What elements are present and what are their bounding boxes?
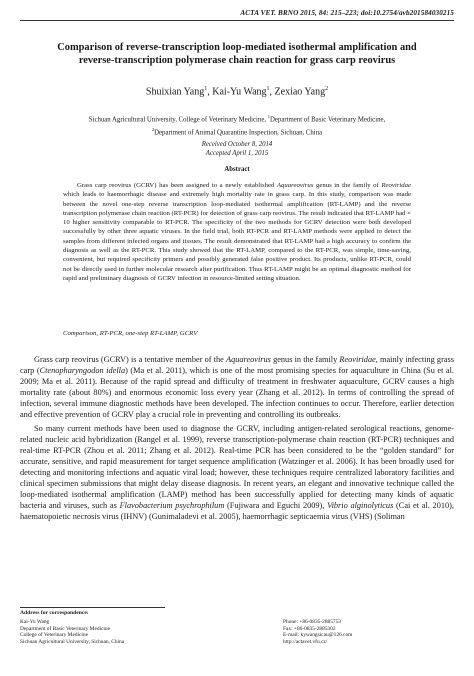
footnote-rule [20,607,165,608]
affiliation-institution: Sichuan Agricultural University, College of Veterinary Medicine, [88,116,268,124]
author-affil-marker: 1 [204,86,208,92]
text-run: , mainly infecting grass carp ( [20,355,454,376]
text-run: Grass carp reovirus (GCRV) has been assigned to a newly established [77,182,277,189]
author-name: Kai-Yu Wang [212,86,267,98]
correspondence-address [20,619,250,645]
publication-dates [20,140,454,159]
received-date: Received October 8, 2014 [201,141,273,148]
species-name: Vibrio alginolyticus [327,501,394,511]
address-line: Department of Basic Veterinary Medicine [20,625,111,632]
author-affil-marker: 1 [266,86,270,92]
correspondence-heading: Address for correspondence: [20,610,89,616]
affiliation-marker: 2 [151,126,155,132]
phone-line: Phone: +86-0835-2885753 [283,619,341,625]
family-name: Reoviridae [381,182,411,189]
title-line-1: Comparison of reverse-transcription loop-mediated isothermal amplification and [57,42,417,53]
affiliations [30,112,444,137]
correspondence-contact [283,619,453,645]
text-run: Grass carp reovirus (GCRV) is a tentative member of the [34,355,227,364]
body-text [20,354,454,522]
abstract-heading: Abstract [224,166,250,173]
genus-name: Aquareovirus [276,182,314,189]
genus-name: Aquareovirus [226,355,271,364]
affiliation-department: Department of Animal Quarantine Inspection, Sichuan, China [154,128,323,136]
paper-title [40,41,434,67]
address-line: Sichuan Agricultural University, Sichuan, China [20,638,125,645]
accepted-date: Accepted April 1, 2015 [205,150,269,158]
text-run: (Fujiwara and Eguchi 2009), [224,501,328,511]
title-line-2: reverse-transcription polymerase chain reaction for grass carp reovirus [78,55,396,66]
affiliation-marker: 1 [267,114,270,119]
website-line: http://actavet.vfu.cz/ [283,638,328,645]
email-line: E-mail: kywangsicau@126.com [283,632,353,638]
address-line: Kai-Yu Wang [20,619,50,625]
species-name: Flavobacterium psychrophilum [119,501,225,511]
author-affil-marker: 2 [325,86,329,92]
abstract-text [63,181,411,283]
affiliation-line-2 [30,125,444,138]
keywords: Comparison, RT-PCR, one-step RT-LAMP, GCRV [63,330,198,337]
header-rule [20,20,454,21]
fax-line: Fax: +86-0835-2885302 [283,625,336,632]
text-run: ) (Ma et al. 2011), which is one of the most promising species for aquaculture in China (Su et al. 2009; Ma et al. 2011). Because of the rapid spread and difficulty of treatment in freshwater aquaculture, GCRV causes a high mortality rate (about 80%) and enormous economic loss every year (Zhang et al. 2012). In terms of controlling the spread of infection, several immune diagnostic methods have been developed. The infection continues to occur. Therefore, earlier detection and effective prevention of GCRV play a crucial role in preventing and controlling its outbreaks. [20,366,454,420]
text-run: (Cai et al. 2010), haematopoietic necrosis virus (IHNV) (Gunimaladevi et al. 2005), haemorrhagic septicaemia virus (VHS) (Soliman [20,501,454,522]
address-line: College of Veterinary Medicine [20,632,89,638]
author-name: Zexiao Yang [274,86,326,98]
author-list: Shuixian Yang$^1$, Kai-Yu Wang$^1$, Zexiao Yang$^2$ [145,86,329,98]
body-paragraph-2 [20,423,454,523]
body-paragraph-1 [20,354,454,421]
author-name: Shuixian Yang [145,86,205,98]
journal-reference: ACTA VET. BRNO 2015, 84: 215–223; doi:10.2754/avb201584030215 [240,9,454,17]
text-run: which leads to haemorrhagic disease and extremely high mortality rate in grass carp. In this study, comparison was made between the novel one-step reverse transcription loop-mediated isothermal amplification (RT-LAMP) and the reverse transcription polymerase chain reaction (RT-PCR) for detection of grass carp reovirus. The result indicated that RT-LAMP had × 10 higher sensitivity comparable to RT-PCR. The specificity of the two methods for GCRV detection were both developed successfully by other three aquatic viruses. In the field trial, both RT-PCR and RT-LAMP methods were applied to detect the samples from different infected organs and tissues. The result demonstrated that RT-LAMP had a high accuracy to confirm the diagnosis as well as the RT-PCR. This study showed that the RT-LAMP, compared to the RT-PCR, was simple, time-saving, convenient, but required specificity primers and possibly generated false positive product. Its products, unlike RT-PCR, could not be directly used in further molecular research after purification. Thus RT-LAMP might be an optimal diagnostic method for rapid and preliminary diagnosis of GCRV infection in resource-limited setting situation. [63,191,411,282]
text-run: genus in the family of [313,182,382,189]
species-name: Ctenopharyngodon idella [39,366,126,376]
text-run: So many current methods have been used to diagnose the GCRV, including antigen-related serological reactions, genome-related nucleic acid hybridization (Rangel et al. 1999), reverse transcription-polymerase chain reaction (RT-PCR) techniques and real-time RT-PCR (Zhou et al. 2011; Zhang et al. 2012). Real-time PCR has been considered to be the “golden standard” for accurate, sensitive, and rapid measurement for target sequence amplification (Watzinger et al. 2006). It has been broadly used for detecting and monitoring infections and aquatic viral load; however, these techniques require centralized laboratory facilities and clinical specimen submissions that might delay disease diagnosis. In recent years, an elegant and innovative technique called the loop-mediated isothermal amplification (LAMP) method has been successfully applied for detecting many kinds of aquatic bacteria and viruses, such as [20,423,454,511]
family-name: Reoviridae [339,355,376,364]
text-run: genus in the family [270,355,340,364]
affiliation-line-1 [30,112,444,125]
affiliation-department: Department of Basic Veterinary Medicine, [270,116,386,124]
